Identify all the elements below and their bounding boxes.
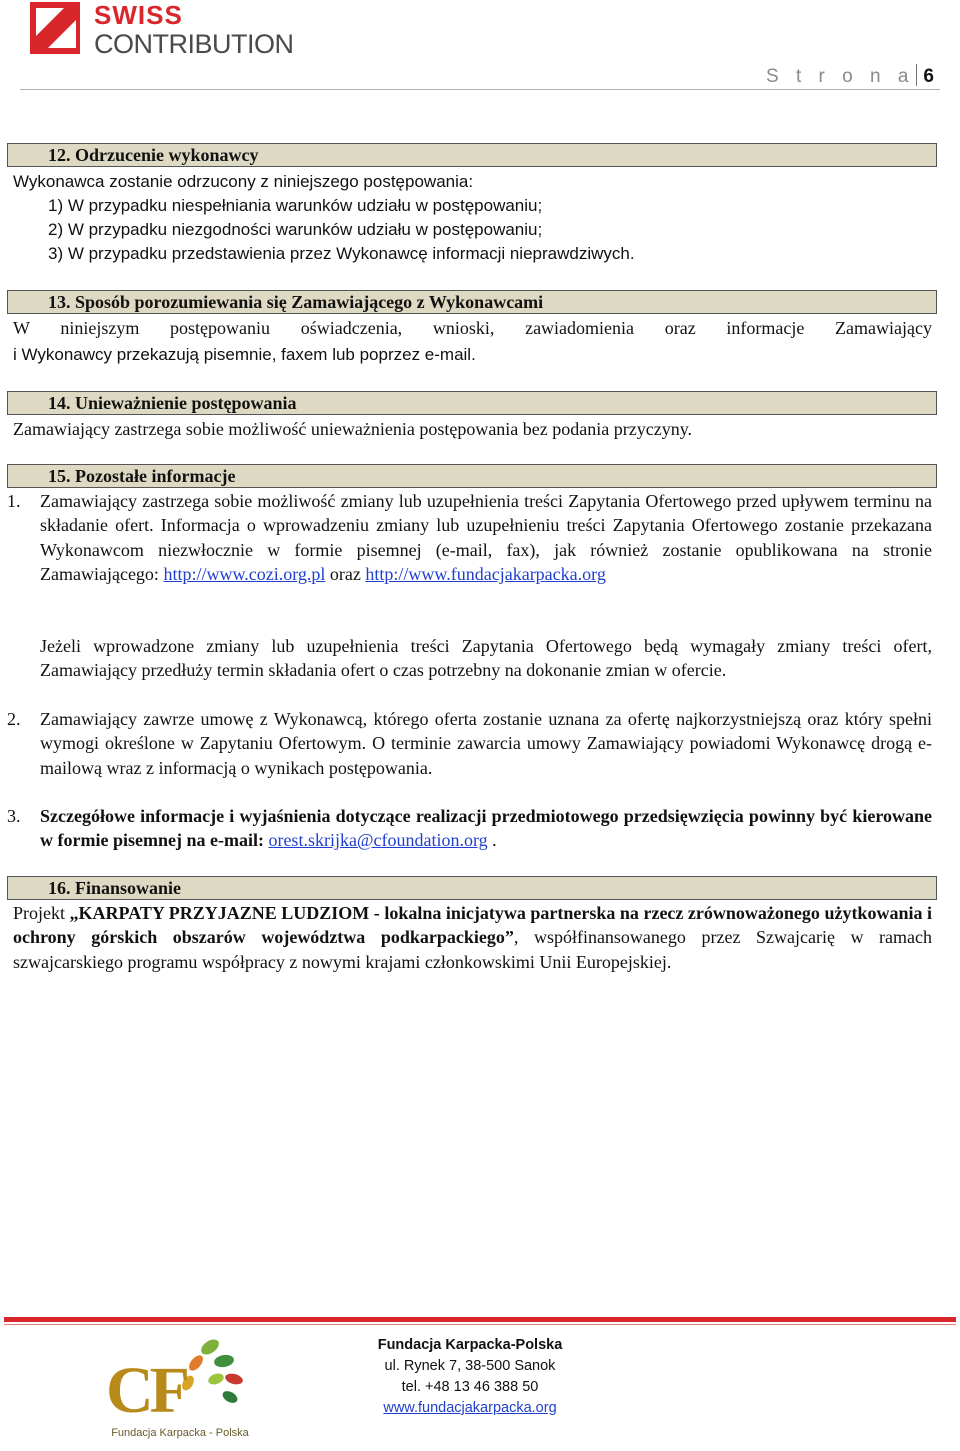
section-15-item-3-text: Szczegółowe informacje i wyjaśnienia dotyczące realizacji przedmiotowego przedsięwzięcia powinny być kierowane w formie pisemnej na e-mail: — [40, 806, 932, 851]
section-12-intro: Wykonawca zostanie odrzucony z niniejszego postępowania: — [13, 172, 474, 191]
section-12-heading — [7, 143, 937, 167]
section-16-title: 16. Finansowanie — [48, 878, 182, 898]
section-12-title: 12. Odrzucenie wykonawcy — [48, 145, 259, 165]
page-label-text: S t r o n a — [766, 66, 915, 87]
section-15-item-2-number: 2. — [7, 709, 21, 729]
section-13-text-line1: W niniejszym postępowaniu oświadczenia, wnioski, zawiadomienia oraz informacje Zamawiający — [13, 318, 932, 338]
footer-website-link[interactable]: www.fundacjakarpacka.org — [383, 1400, 557, 1416]
section-13-title: 13. Sposób porozumiewania się Zamawiającego z Wykonawcami — [48, 292, 544, 312]
section-15-item-2-text: Zamawiający zawrze umowę z Wykonawcą, którego oferta zostanie uznana za ofertę najkorzystniejszą oraz który spełni wymogi określone w Zapytaniu Ofertowym. O terminie zawarcia umowy Zamawiający powiadomi Wykonawcę drogą e-mailową wraz z informacją o wynikach postępowania. — [40, 709, 932, 778]
email-link[interactable]: orest.skrijka@cfoundation.org — [268, 830, 488, 851]
link-joiner: oraz — [325, 563, 366, 584]
page-separator — [916, 64, 917, 86]
logo-letters: CF — [106, 1354, 186, 1427]
cozi-link[interactable]: http://www.cozi.org.pl — [163, 563, 326, 584]
section-16-text — [13, 901, 932, 974]
section-15-item-1-number: 1. — [7, 491, 21, 511]
footer-divider — [4, 1317, 956, 1322]
section-15-item-1b-text: Jeżeli wprowadzone zmiany lub uzupełnienia treści Zapytania Ofertowego będą wymagały zmiany treści ofert, Zamawiający przedłuży termin składania ofert o czas potrzebny na dokonanie zmian w ofercie. — [40, 636, 932, 681]
section-12-item-3: 3) W przypadku przedstawienia przez Wykonawcę informacji nieprawdziwych. — [48, 244, 635, 263]
header-divider — [20, 89, 940, 90]
section-12-item-1: 1) W przypadku niespełniania warunków udziału w postępowaniu; — [48, 196, 543, 215]
footer-org-name: Fundacja Karpacka-Polska — [377, 1337, 563, 1353]
section-16-end: , współfinansowanego przez Szwajcarię w ramach szwajcarskiego programu współpracy z nowymi krajami członkowskimi Unii Europejskiej. — [13, 927, 932, 972]
section-15-item-1 — [40, 489, 932, 586]
section-16-project-name: „KARPATY PRZYJAZNE LUDZIOM - lokalna inicjatywa partnerska na rzecz zrównoważonego użytkowania i ochrony górskich obszarów województwa podkarpackiego” — [13, 903, 932, 948]
section-15-item-3 — [40, 804, 932, 853]
section-15-item-3-number: 3. — [7, 806, 21, 826]
footer-contact — [350, 1335, 590, 1419]
section-15-title: 15. Pozostałe informacje — [48, 466, 236, 486]
logo-caption: Fundacja Karpacka - Polska — [111, 1427, 249, 1439]
footer-divider-thin — [4, 1324, 956, 1325]
section-15-heading — [7, 464, 937, 488]
footer-phone: tel. +48 13 46 388 50 — [401, 1379, 539, 1395]
logo-word-swiss: SWISS — [94, 0, 183, 30]
section-12-item-2: 2) W przypadku niezgodności warunków udziału w postępowaniu; — [48, 220, 543, 239]
section-16-heading — [7, 876, 937, 900]
fundacja-karpacka-logo — [100, 1333, 260, 1445]
page-number: 6 — [923, 66, 934, 87]
page-indicator — [766, 64, 934, 88]
logo-word-contribution: CONTRIBUTION — [94, 29, 294, 59]
section-13-heading — [7, 290, 937, 314]
section-13-text-line2: i Wykonawcy przekazują pisemnie, faxem lub poprzez e-mail. — [13, 345, 476, 364]
section-15-item-2 — [40, 707, 932, 780]
section-15-item-3-end: . — [487, 830, 497, 851]
section-14-title: 14. Unieważnienie postępowania — [48, 393, 297, 413]
section-15-item-1-text: Zamawiający zastrzega sobie możliwość zmiany lub uzupełnienia treści Zapytania Ofertowego przed upływem terminu na składanie ofert. Informacja o wprowadzeniu zmiany lub uzupełnieniu treści Zapytania Ofertowego zostanie przekazana Wykonawcom niezwłocznie w formie pisemnej (e-mail, fax), jak również zostanie opublikowana na stronie Zamawiającego: — [40, 491, 932, 584]
section-16-start: Projekt — [13, 903, 70, 923]
footer-address: ul. Rynek 7, 38-500 Sanok — [384, 1358, 556, 1374]
swiss-contribution-logo — [30, 2, 300, 60]
section-14-heading — [7, 391, 937, 415]
section-15-item-1b — [40, 634, 932, 683]
section-14-text: Zamawiający zastrzega sobie możliwość unieważnienia postępowania bez podania przyczyny. — [13, 419, 693, 439]
fundacja-link[interactable]: http://www.fundacjakarpacka.org — [365, 563, 606, 584]
